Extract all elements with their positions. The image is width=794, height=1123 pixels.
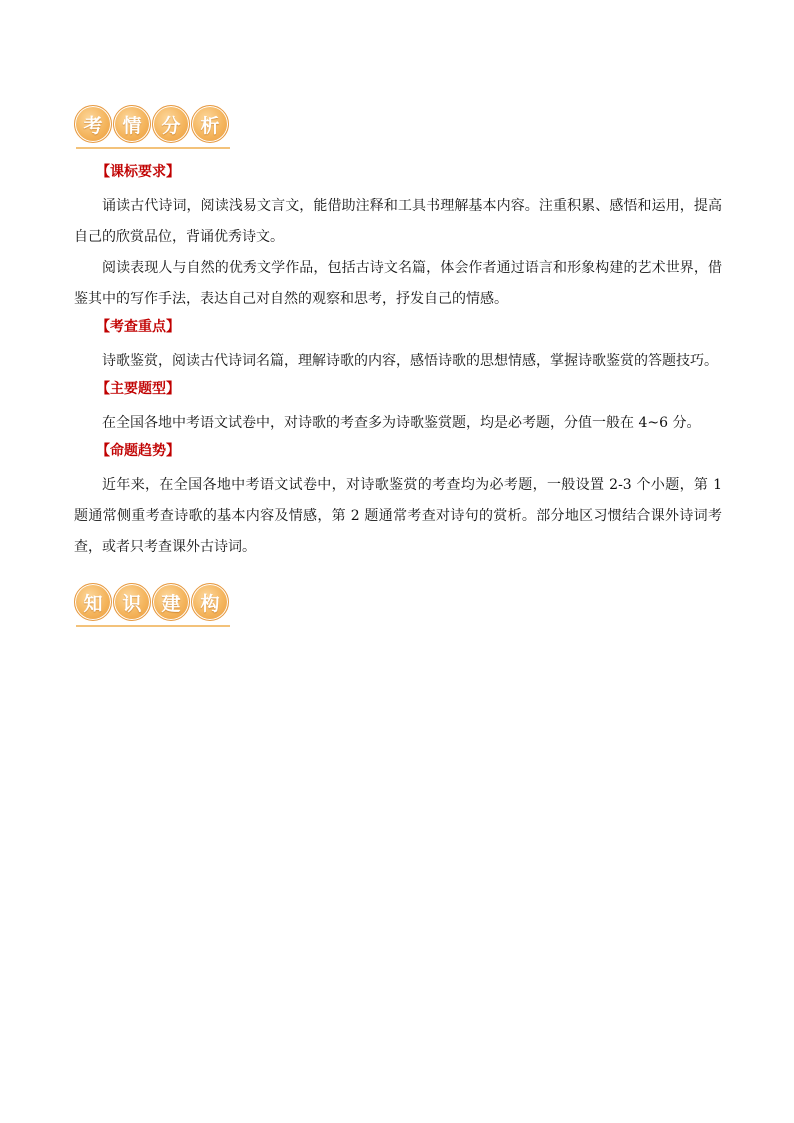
paragraph: 诵读古代诗词，阅读浅易文言文，能借助注释和工具书理解基本内容。注重积累、感悟和运用，提高自己的欣赏品位，背诵优秀诗文。 [74, 198, 722, 245]
paragraph: 阅读表现人与自然的优秀文学作品，包括古诗文名篇，体会作者通过语言和形象构建的艺术世界，借鉴其中的写作手法，表达自己对自然的观察和思考，抒发自己的情感。 [74, 260, 722, 307]
banner-char: 识 [113, 583, 151, 621]
banner-char: 分 [152, 105, 190, 143]
banner-underline [76, 147, 230, 149]
banner-zhishi-jiangou [74, 583, 230, 621]
banner-char: 知 [74, 583, 112, 621]
paragraph: 在全国各地中考语文试卷中，对诗歌的考查多为诗歌鉴赏题，均是必考题，分值一般在 4~6 分。 [102, 415, 701, 431]
banner-char: 构 [191, 583, 229, 621]
paragraph: 诗歌鉴赏，阅读古代诗词名篇，理解诗歌的内容，感悟诗歌的思想情感，掌握诗歌鉴赏的答题技巧。 [102, 353, 718, 369]
section-heading: 【命题趋势】 [96, 443, 180, 459]
banner-char: 建 [152, 583, 190, 621]
section-exam-focus [74, 315, 722, 377]
section-heading: 【课标要求】 [96, 164, 180, 180]
banner-underline [76, 625, 230, 627]
banner-char: 情 [113, 105, 151, 143]
banner-char: 析 [191, 105, 229, 143]
banner-char: 考 [74, 105, 112, 143]
paragraph: 近年来，在全国各地中考语文试卷中，对诗歌鉴赏的考查均为必考题，一般设置 2-3 个小题，第 1 题通常侧重考查诗歌的基本内容及情感，第 2 题通常考查对诗句的赏析。部分地区习惯结合课外诗词考查，或者只考查课外古诗词。 [74, 477, 722, 555]
section-question-types [74, 377, 722, 439]
section-heading: 【考查重点】 [96, 319, 180, 335]
analysis-content [74, 160, 722, 563]
section-curriculum-requirements [74, 160, 722, 315]
section-trends [74, 439, 722, 563]
banner-kaoqing-fenxi [74, 105, 230, 143]
section-heading: 【主要题型】 [96, 381, 180, 397]
